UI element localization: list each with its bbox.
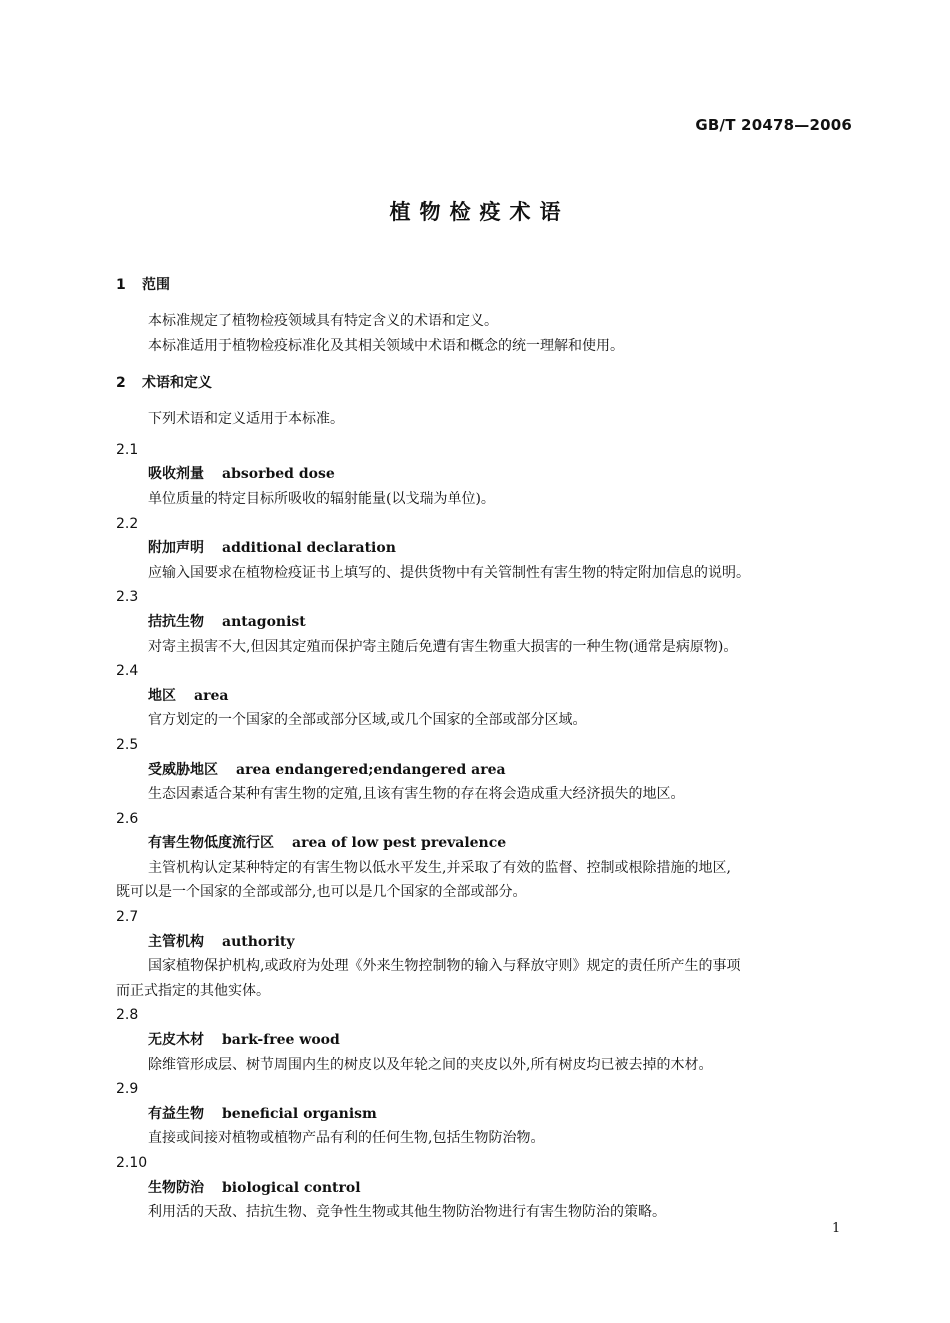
term-entry	[116, 585, 856, 659]
term-chinese: 有益生物	[148, 1105, 204, 1122]
section-heading	[116, 371, 856, 395]
entry-number: 2.5	[116, 736, 139, 753]
entry-definition	[116, 856, 856, 905]
section-heading	[116, 273, 856, 297]
term-chinese: 地区	[148, 687, 176, 704]
term-chinese: 主管机构	[148, 933, 204, 950]
term-chinese: 无皮木材	[148, 1032, 204, 1049]
entry-term	[116, 930, 856, 955]
entry-definition	[116, 487, 856, 512]
term-chinese: 拮抗生物	[148, 613, 204, 630]
section-paragraphs	[116, 407, 856, 432]
section-number: 1	[116, 277, 126, 293]
term-english: authority	[222, 933, 295, 950]
entry-term	[116, 1176, 856, 1201]
entry-definition	[116, 708, 856, 733]
term-english: area of low pest prevalence	[292, 835, 507, 852]
definition-line: 单位质量的特定目标所吸收的辐射能量(以戈瑞为单位)。	[148, 490, 495, 507]
term-entry	[116, 1003, 856, 1077]
definition-line: 既可以是一个国家的全部或部分,也可以是几个国家的全部或部分。	[116, 884, 527, 901]
term-entry	[116, 905, 856, 1003]
definition-line: 利用活的天敌、拮抗生物、竞争性生物或其他生物防治物进行有害生物防治的策略。	[148, 1204, 666, 1221]
entry-number: 2.4	[116, 663, 139, 680]
entry-number: 2.2	[116, 515, 139, 532]
term-entry	[116, 807, 856, 905]
definition-line: 生态因素适合某种有害生物的定殖,且该有害生物的存在将会造成重大经济损失的地区。	[148, 786, 685, 803]
section-paragraphs	[116, 309, 856, 358]
section-title: 术语和定义	[142, 375, 212, 392]
entry-term	[116, 610, 856, 635]
entry-term	[116, 462, 856, 487]
term-english: area endangered;endangered area	[236, 761, 506, 778]
term-english: absorbed dose	[222, 466, 335, 483]
term-entry	[116, 438, 856, 512]
entry-definition	[116, 782, 856, 807]
definition-line: 国家植物保护机构,或政府为处理《外来生物控制物的输入与释放守则》规定的责任所产生的事项	[148, 958, 741, 975]
term-english: antagonist	[222, 613, 306, 630]
entry-term	[116, 684, 856, 709]
term-english: bark-free wood	[222, 1032, 340, 1049]
term-english: area	[194, 687, 229, 704]
entry-term	[116, 1028, 856, 1053]
entry-number: 2.9	[116, 1081, 139, 1098]
entry-definition	[116, 1200, 856, 1225]
entry-definition	[116, 561, 856, 586]
paragraph: 下列术语和定义适用于本标准。	[148, 411, 344, 428]
page-number: 1	[832, 1221, 841, 1236]
section-number: 2	[116, 375, 126, 392]
definition-line: 而正式指定的其他实体。	[116, 982, 270, 999]
section-terms	[116, 371, 856, 432]
term-english: additional declaration	[222, 540, 396, 557]
entry-number: 2.6	[116, 810, 139, 827]
entry-number: 2.7	[116, 909, 139, 926]
term-entry	[116, 733, 856, 807]
definition-line: 官方划定的一个国家的全部或部分区域,或几个国家的全部或部分区域。	[148, 712, 587, 729]
term-entry	[116, 1077, 856, 1151]
section-scope	[116, 273, 856, 358]
definition-line: 主管机构认定某种特定的有害生物以低水平发生,并采取了有效的监督、控制或根除措施的地区,	[148, 859, 731, 876]
term-english: beneficial organism	[222, 1105, 377, 1122]
entry-term	[116, 831, 856, 856]
definition-line: 应输入国要求在植物检疫证书上填写的、提供货物中有关管制性有害生物的特定附加信息的说明。	[148, 564, 750, 581]
section-title: 范围	[142, 277, 170, 293]
document-title: 植物检疫术语	[389, 200, 570, 224]
term-chinese: 附加声明	[148, 540, 204, 557]
standard-code: GB/T 20478—2006	[695, 116, 852, 134]
entry-number: 2.1	[116, 441, 139, 458]
entry-term	[116, 1102, 856, 1127]
entry-term	[116, 758, 856, 783]
definition-line: 对寄主损害不大,但因其定殖而保护寄主随后免遭有害生物重大损害的一种生物(通常是病原物)。	[148, 638, 738, 655]
term-chinese: 吸收剂量	[148, 466, 204, 483]
definition-line: 直接或间接对植物或植物产品有利的任何生物,包括生物防治物。	[148, 1130, 545, 1147]
entry-definition	[116, 635, 856, 660]
term-entry	[116, 512, 856, 586]
term-entry	[116, 1151, 856, 1225]
document-body	[116, 273, 856, 1225]
term-chinese: 受威胁地区	[148, 761, 218, 778]
entry-definition	[116, 954, 856, 1003]
entry-number: 2.3	[116, 589, 139, 606]
entry-definition	[116, 1053, 856, 1078]
term-entries	[116, 438, 856, 1225]
term-chinese: 生物防治	[148, 1179, 204, 1196]
paragraph: 本标准适用于植物检疫标准化及其相关领域中术语和概念的统一理解和使用。	[148, 337, 624, 354]
entry-definition	[116, 1126, 856, 1151]
term-english: biological control	[222, 1179, 361, 1196]
paragraph: 本标准规定了植物检疫领域具有特定含义的术语和定义。	[148, 313, 498, 329]
term-entry	[116, 659, 856, 733]
entry-number: 2.10	[116, 1155, 148, 1171]
definition-line: 除维管形成层、树节周围内生的树皮以及年轮之间的夹皮以外,所有树皮均已被去掉的木材。	[148, 1056, 713, 1073]
entry-number: 2.8	[116, 1007, 139, 1024]
term-chinese: 有害生物低度流行区	[148, 835, 274, 852]
entry-term	[116, 536, 856, 561]
